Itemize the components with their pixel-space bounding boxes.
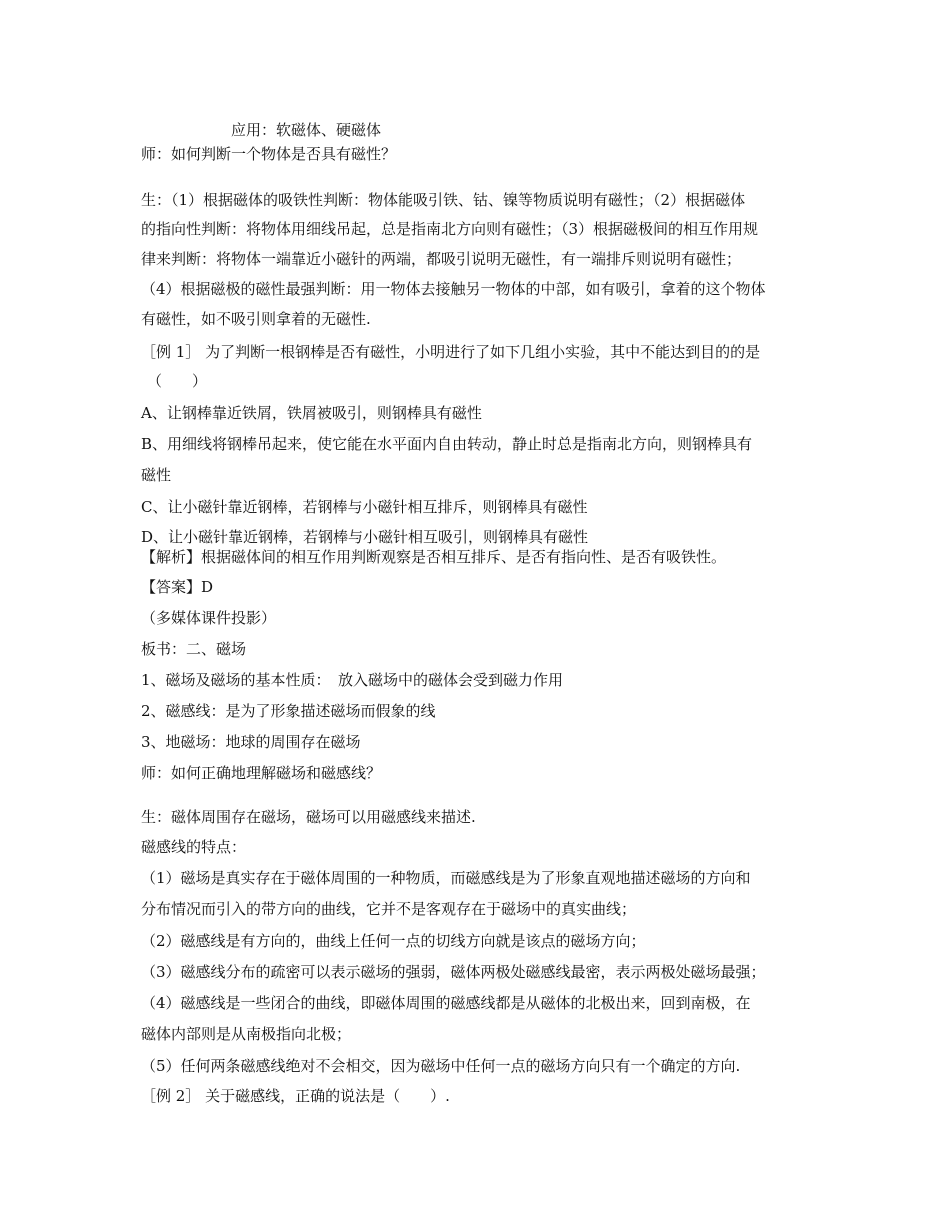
section-heading: 板书：二、磁场	[141, 640, 247, 658]
answer: 【答案】D	[141, 578, 214, 596]
analysis: 【解析】根据磁体间的相互作用判断观察是否相互排斥、是否有指向性、是否有吸铁性。	[141, 548, 727, 566]
text-line: 磁感线的特点：	[141, 838, 247, 856]
option-c: C、让小磁针靠近钢棒，若钢棒与小磁针相互排斥，则钢棒具有磁性	[141, 498, 588, 516]
text-line: 2、磁感线：是为了形象描述磁场而假象的线	[141, 702, 436, 720]
text-line: （1）磁场是真实存在于磁体周围的一种物质，而磁感线是为了形象直观地描述磁场的方向和	[141, 869, 751, 887]
text-line: 应用：软磁体、硬磁体	[231, 121, 382, 139]
text-line: 生：（1）根据磁体的吸铁性判断：物体能吸引铁、钴、镍等物质说明有磁性；（2）根据磁体	[141, 191, 746, 209]
example-question: ［例 1］ 为了判断一根钢棒是否有磁性，小明进行了如下几组小实验，其中不能达到目的的是	[141, 343, 761, 361]
text-line: 1、磁场及磁场的基本性质： 放入磁场中的磁体会受到磁力作用	[141, 671, 564, 689]
option-b-cont: 磁性	[141, 466, 172, 484]
text-line: 师：如何正确地理解磁场和磁感线？	[141, 764, 382, 782]
text-line: （2）磁感线是有方向的，曲线上任何一点的切线方向就是该点的磁场方向；	[141, 932, 646, 950]
answer-bracket: （ ）	[147, 372, 208, 390]
text-line: （4）根据磁极的磁性最强判断：用一物体去接触另一物体的中部，如有吸引，拿着的这个物体	[141, 280, 766, 298]
text-line: （5）任何两条磁感线绝对不会相交，因为磁场中任何一点的磁场方向只有一个确定的方向.	[141, 1057, 741, 1075]
text-line: 有磁性，如不吸引则拿着的无磁性.	[141, 310, 371, 328]
option-d: D、让小磁针靠近钢棒，若钢棒与小磁针相互吸引，则钢棒具有磁性	[141, 528, 589, 546]
text-line: 的指向性判断：将物体用细线吊起，总是指南北方向则有磁性；（3）根据磁极间的相互作用规	[141, 220, 759, 238]
text-line: （4）磁感线是一些闭合的曲线，即磁体周围的磁感线都是从磁体的北极出来，回到南极，在	[141, 994, 751, 1012]
text-line: 师：如何判断一个物体是否具有磁性？	[141, 145, 397, 163]
text-line: 磁体内部则是从南极指向北极；	[141, 1025, 352, 1043]
text-line: 律来判断：将物体一端靠近小磁针的两端，都吸引说明无磁性，有一端排斥则说明有磁性；	[141, 250, 742, 268]
option-b: B、用细线将钢棒吊起来，使它能在水平面内自由转动，静止时总是指南北方向，则钢棒具有	[141, 435, 753, 453]
option-a: A、让钢棒靠近铁屑，铁屑被吸引，则钢棒具有磁性	[141, 404, 482, 422]
text-line: （3）磁感线分布的疏密可以表示磁场的强弱，磁体两极处磁感线最密，表示两极处磁场最强；	[141, 963, 766, 981]
example-question: ［例 2］ 关于磁感线，正确的说法是（ ）.	[141, 1087, 450, 1105]
text-line: （多媒体课件投影）	[141, 609, 277, 627]
text-line: 生：磁体周围存在磁场，磁场可以用磁感线来描述.	[141, 808, 476, 826]
text-line: 分布情况而引入的带方向的曲线，它并不是客观存在于磁场中的真实曲线；	[141, 900, 637, 918]
text-line: 3、地磁场：地球的周围存在磁场	[141, 733, 361, 751]
